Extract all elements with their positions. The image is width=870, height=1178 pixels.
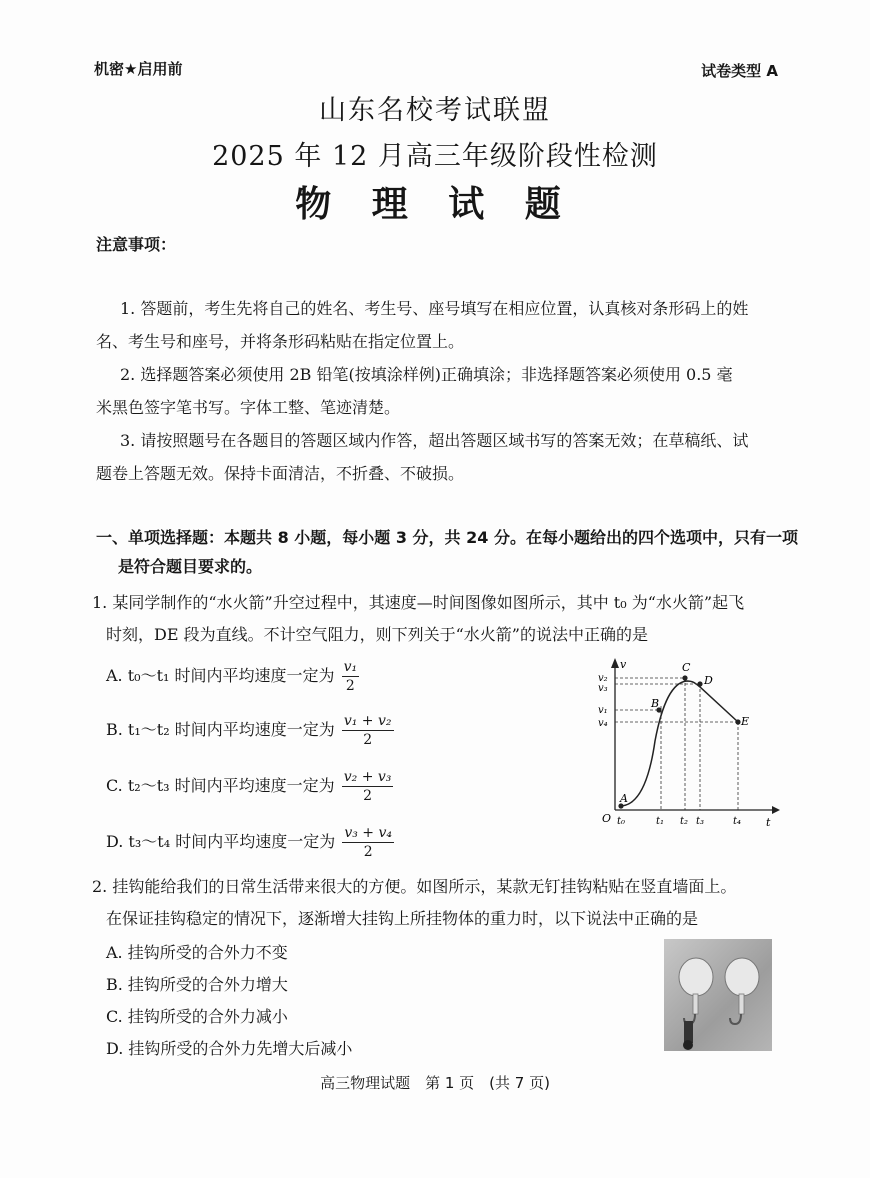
exam-date-title: 2025 年 12 月高三年级阶段性检测 [212,141,658,172]
notice-heading: 注意事项： [96,235,177,254]
t3-label: t₃ [696,816,705,826]
q1-option-c-text: C. t₂～t₃ 时间内平均速度一定为 [106,776,335,795]
q1-option-b-denominator: 2 [363,732,373,748]
hook-photo [664,939,772,1051]
section-1-heading-line-1: 一、单项选择题：本题共 8 小题，每小题 3 分，共 24 分。在每小题给出的四个选项中，只有一项 [96,528,798,547]
paper-type-label: 试卷类型 A [701,62,778,80]
q1-option-a-text: A. t₀～t₁ 时间内平均速度一定为 [106,666,335,685]
point-c-label: C [682,661,691,674]
notice-item-3-line-2: 题卷上答题无效。保持卡面清洁，不折叠、不破损。 [96,464,465,483]
t1-label: t₁ [656,816,665,826]
v-axis-label: v [620,658,627,671]
hook-photo-illustration [664,939,772,1051]
v4-label: v₄ [598,718,608,729]
page-footer: 高三物理试题 第 1 页 (共 7 页) [320,1074,550,1092]
q2-stem-line-2: 在保证挂钩稳定的情况下，逐渐增大挂钩上所挂物体的重力时，以下说法中正确的是 [106,909,699,928]
notice-item-1-line-2: 名、考生号和座号，并将条形码粘贴在指定位置上。 [96,332,465,351]
t-axis-label: t [766,816,771,826]
q2-option-d[interactable]: D. 挂钩所受的合外力先增大后减小 [106,1039,353,1058]
q1-option-d[interactable] [106,824,394,861]
velocity-curve [621,681,738,806]
q1-option-d-fraction [342,824,394,861]
subject-title: 物 理 试 题 [295,184,575,225]
section-1-heading-line-2: 是符合题目要求的。 [118,557,263,576]
q1-option-d-denominator: 2 [363,844,373,860]
confidential-label: 机密★启用前 [94,60,183,78]
t-axis-arrow [772,806,780,814]
v3-label: v₃ [598,683,608,694]
q1-stem-line-1: 1. 某同学制作的“水火箭”升空过程中，其速度—时间图像如图所示，其中 t₀ 为“水火箭”起飞 [92,593,745,612]
guide-lines [615,678,738,810]
point-e-label: E [741,715,750,728]
q1-option-a[interactable] [106,658,359,695]
q1-option-c[interactable] [106,768,393,805]
notice-item-3-line-1: 3. 请按照题号在各题目的答题区域内作答，超出答题区域书写的答案无效；在草稿纸、试 [120,431,749,450]
origin-label: O [602,812,612,825]
q2-option-c[interactable]: C. 挂钩所受的合外力减小 [106,1007,288,1026]
q1-option-b[interactable] [106,712,394,749]
t2-label: t₂ [680,816,689,826]
v1-label: v₁ [598,705,608,716]
q1-stem-line-2: 时刻，DE 段为直线。不计空气阻力，则下列关于“水火箭”的说法中正确的是 [106,625,648,644]
q1-option-b-numerator: v₁ + v₂ [343,713,392,729]
q1-option-b-text: B. t₁～t₂ 时间内平均速度一定为 [106,720,335,739]
point-b-label: B [651,697,660,710]
notice-item-1-line-1: 1. 答题前，考生先将自己的姓名、考生号、座号填写在相应位置，认真核对条形码上的姓 [120,299,749,318]
q1-option-c-numerator: v₂ + v₃ [343,769,392,785]
point-c-dot [682,675,687,680]
t0-label: t₀ [617,816,626,826]
notice-item-2-line-1: 2. 选择题答案必须使用 2B 铅笔(按填涂样例)正确填涂；非选择题答案必须使用 0.5 毫 [120,365,733,384]
point-a-label: A [620,792,628,805]
velocity-time-graph [590,656,780,826]
q1-option-a-numerator: v₁ [343,659,358,675]
q2-option-b[interactable]: B. 挂钩所受的合外力增大 [106,975,288,994]
q1-option-a-denominator: 2 [345,678,355,694]
point-e-dot [735,719,740,724]
t4-label: t₄ [733,816,742,826]
notice-item-2-line-2: 米黑色签字笔书写。字体工整、笔迹清楚。 [96,398,401,417]
q1-option-a-fraction [342,658,360,695]
v-axis-arrow [611,658,619,668]
point-d-label: D [704,674,713,687]
v2-label: v₂ [598,673,608,684]
point-d-dot [697,681,702,686]
q1-option-b-fraction [342,712,394,749]
exam-union-title: 山东名校考试联盟 [319,95,551,126]
q2-option-a[interactable]: A. 挂钩所受的合外力不变 [106,943,288,962]
q2-stem-line-1: 2. 挂钩能给我们的日常生活带来很大的方便。如图所示，某款无钉挂钩粘贴在竖直墙面上。 [92,877,737,896]
q1-option-c-fraction [342,768,394,805]
q1-option-d-text: D. t₃～t₄ 时间内平均速度一定为 [106,832,336,851]
q1-option-d-numerator: v₃ + v₄ [344,825,392,841]
q1-option-c-denominator: 2 [363,788,373,804]
